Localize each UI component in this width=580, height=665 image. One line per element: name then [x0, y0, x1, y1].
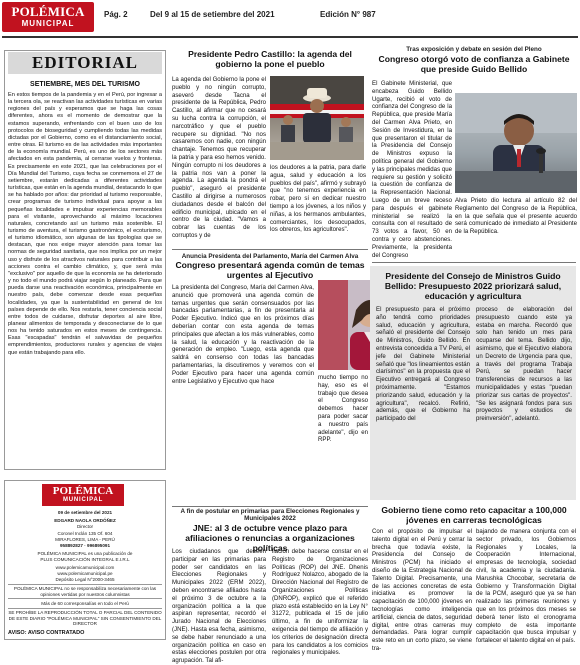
page-number: Pág. 2 [104, 10, 128, 19]
credits-email[interactable]: www.polemicamunicipal.pe [57, 571, 113, 576]
newspaper-logo [2, 2, 94, 32]
credits-separator [8, 584, 162, 585]
credits-notice: AVISO: AVISO CONTRATADO [8, 630, 85, 636]
congreso-body-col2: Alva Prieto dio lectura al artículo 82 del Reglamento del Congreso de la República, en la que señala que el presente acuerdo será comunicado de inmediato al Presidente de la República. [455, 197, 577, 236]
editorial-headline: SETIEMBRE, MES DEL TURISMO [30, 81, 140, 88]
jne-body-col1: Los ciudadanos que deseen participar en las primarias para poder ser candidatos en las Elecciones Regionales y Municipales 2022 (ERM 2022), deben encontrarse afiliados hasta el próximo 3 de octubre a la organización política a la que aspiran representar, recordó el Jurado Nacional de Elecciones (JNE). Hasta esa fecha, asimismo, se debe haber renunciado a una organización política en caso en estas elecciones postulen por otra agrupación. Tal afi- [172, 548, 266, 665]
credits-logo-line1: POLÉMICA [52, 485, 114, 497]
credits-separator [8, 608, 162, 609]
bellido-photo [455, 93, 577, 193]
credits-publisher1: POLÉMICA MUNICIPAL es una publicación de [37, 551, 133, 556]
credits-prohibition: SE PROHÍBE LA REPRODUCCIÓN TOTAL O PARCIAL DEL CONTENIDO DE ESTE DIARIO "POLÉMICA MUNICIPAL" SIN CONSENTIMIENTO DEL DIRECTOR [8, 610, 162, 626]
credits-web[interactable]: www.polemicamunicipal.com [55, 565, 115, 570]
credits-disclaimer: POLÉMICA MUNICIPAL no se responsabiliza necesariamente con las opiniones vertidas por nuestros columnistas [13, 586, 157, 597]
credits-address1: Coronel Inclán 135 Of. 604 [57, 531, 113, 536]
issue-date: Del 9 al 15 de setiembre del 2021 [150, 10, 275, 19]
credits-date: 09 de setiembre del 2021 [57, 510, 113, 515]
bellido-budget-body-col2: proceso de elaboración del presupuesto cuando este ya estaba en marcha. Recordó que solo han tenido un mes para ocuparse del tema. Bellido dijo, asimismo, que el Ejecutivo elabora un Decreto de Urgencia para que, a través del programa Trabaja Perú, se puedan hacer transferencias de recursos a las municipalidades y estas "puedan priorizar sus cartas de proyectos". "Se les asignará fondos para sus proyectos y estudios de preinversión", adelantó. [476, 306, 572, 423]
logo-line1: POLÉMICA [11, 4, 85, 19]
minister-podium-image [455, 93, 577, 193]
jne-headline: JNE: al 3 de octubre vence plazo para afiliaciones o renuncias a organizaciones políticas [185, 523, 355, 553]
president-balcony-image [270, 76, 364, 160]
congreso-headline: Congreso otorgó voto de confianza a Gabinete que preside Guido Bellido [378, 54, 570, 74]
castillo-photo [270, 76, 364, 160]
edition-number: Edición N° 987 [320, 10, 376, 19]
jne-kicker: A fin de postular en primarias para Elecciones Regionales y Municipales 2022 [180, 508, 360, 522]
castillo-body-col2: los deudores a la patria, para darle agua, salud y educación a los pueblos del país", afirmó y subrayó que "no tenemos experiencia en robar, pero sí en dedicar nuestro tiempo a los jóvenes, a los niños y niñas, a los hermanos ambulantes, comerciantes, los desocupados, los obreros, los agricultores". [270, 164, 366, 234]
credits-phones: 958892827 · 996895091 [59, 543, 111, 548]
credits-publisher2: PLUS COMUNICACIÓN INTEGRAL E.I.R.L [40, 557, 130, 562]
logo-line2: MUNICIPAL [21, 19, 75, 28]
carreras-body-col1: Con el propósito de impulsar el talento digital en el Perú y cerrar la brecha que todavía existe, la Presidencia del Consejo de Ministros (PCM) ha iniciado el diseño de la Estrategia Nacional de Talento Digital. Precisamente, una de las acciones concretas de esta iniciativa es promover la capacitación de 100,000 jóvenes en tecnologías como inteligencia artificial, ciencia de datos, seguridad digital, entre otras carreras muy demandadas. Para lograr cumplir este reto en un corto plazo, se viene tra- [372, 528, 472, 652]
credits-distribution: Más de 60 corresponsalías en todo el Perú [41, 601, 129, 606]
carreras-headline: Gobierno tiene como reto capacitar a 100,000 jóvenes en carreras tecnológicas [381, 505, 567, 525]
director-name: EDGARD NAOLA ORDÓÑEZ [54, 518, 116, 523]
alva-body-col1: La presidenta del Congreso, María del Carmen Alva, anunció que promoverá una agenda común de temas urgentes que serán consensuados por las bancadas parlamentarias, a fin de presentarla al Poder Ejecutivo. Indicó que en los próximos días deberían contar con esta agenda de temas principales que afectan a los más vulnerables, como la salud, la educación y la reactivación de la generación de empleo. "Luego, esta agenda que saldrá en consenso con todas las bancadas parlamentarias, la discutiremos y veremos con el Poder Ejecutivo para hacer una agenda común entre Legislativo y Ejecutivo que hace [172, 284, 314, 385]
carreras-body-col2: bajando de manera conjunta con el sector privado, los Gobiernos Regionales y Locales, la Cooperación Internacional, empresas de tecnología, sociedad civil, la academia y la ciudadanía. Marushka Chocobar, secretaria de Gobierno y Transformación Digital de la PCM, aseguró que ya se han realizado las primeras reuniones y que en los próximos dos meses se deberá tener listo el cronograma completo de esta importante capacitación que busca impulsar y fortalecer el talento digital en el país. [476, 528, 576, 645]
alva-kicker: Anuncia Presidenta del Parlamento, María del Carmen Alva [181, 253, 359, 260]
article-divider [172, 249, 368, 250]
bellido-budget-headline: Presidente del Consejo de Ministros Guido Bellido: Presupuesto 2022 priorizará salud, educación y agricultura [384, 271, 562, 301]
jne-body-col2: liación debe hacerse constar en el Registro de Organizaciones Políticas (ROP) del JNE. Dhenis Rodríguez Nolazco, abogado de la Dirección Nacional del Registro de Organizaciones Políticas (DNROP), explicó que el referido plazo está establecido en la Ley N° 31272, publicada el 15 de julio último, a fin de uniformizar la exigencia del tiempo de afiliación y los criterios de designación directa para los candidatos a los comicios regionales y municipales. [272, 548, 368, 657]
editorial-body: En estos tiempos de la pandemia y en el Perú, por ingresar a la tercera ola, se reactivan las actividades turísticas en varias regiones del país y esperamos que se haga las cosas diferentes, ahora es el momento de demostrar que la estamos superando, enfrentando con el buen uso de los protocolos de bioseguridad y cumpliendo todas las medidas dictadas por el Gobierno, como es el distanciamiento social, entre otras. El turismo es de las actividades más importantes de la economía mundial. Perú, es uno de los sectores más afectados en esta pandemia, al cerrarse vuelos y fronteras. Es precisamente en este 2021, que las celebraciones por el Día Mundial del Turismo, cuya fecha se conmemora el 27 de setiembre, estarán dedicadas a diferentes actividades turísticas, que están en la agenda mundial, destacando lo que se ha hablado por años: dar prioridad al turismo responsable, crear programas de turismo individual para apoyar a las pequeñas localidades e impulsar experiencias memorables para el visitante, aprovechando al máximo locaciones naturales, concretando así un turismo más sostenible. El turismo de aventura, el turismo gastronómico, el ecoturismo, el turismo idiomático, son algunas de las tipologías que se destacan, que nos exige mayor atención para tomar las normas de seguridad sanitaria, que nos implica por un mejor uso y disfrute de los atractivos naturales para contribuir a las acciones contra el cambio climático, y, que será más "exclusivo" por aquello de que la economía se ha deteriorado y no todo el mundo podrá viajar según lo planeado. Para que pueda darse una reactivación económica, principalmente en nuestro país, debe comenzar desde esas pequeñas localidades, ya que la sustentabilidad en general de los países depende de ello. Nos restaría, tener conciencia social entre todos de cuidarse, disfrutar deportes al aire libre, planear alimentos de temporada y desconectarse de lo que nos ha tenido saturados en estos meses de contingencia. Esas "escapadas" tendrán el salvavidas de pequeños emprendimientos, productores rurales y agencias de viajes que están trabajando para ello. [8, 92, 162, 356]
editorial-section-title: EDITORIAL [8, 52, 162, 74]
credits-separator [8, 598, 162, 599]
credits-logo-line2: MUNICIPAL [62, 497, 104, 503]
article-divider [372, 262, 576, 263]
credits-logo [42, 484, 124, 506]
castillo-body-col1: La agenda del Gobierno la pone el pueblo y no ningún corrupto, aseveró desde Tacna el presidente de la República, Pedro Castillo, al afirmar que no cesará su lucha contra la corrupción, el narcotráfico y que el pueblo recupere su dignidad. "No nos casaremos con nadie, con ningún chantaje. Tenemos que recuperar la patria y para eso hemos venido. Ningún corrupto ni los deudores a la patria nos van a poner la agenda. La agenda la pondrá el pueblo", aseguró el presidente Castillo al dirigirse a numerosos ciudadanos desde el balcón del edificio municipal, ubicado en el centro de la ciudad. "Vamos a cobrar las cuentas de los corruptos y de [172, 76, 266, 239]
header-divider [2, 36, 578, 38]
congreso-kicker: Tras exposición y debate en sesión del Pleno [406, 46, 542, 53]
article-divider [172, 506, 368, 507]
alva-body-col2: mucho tiempo no hay, eso es el trabajo que desea el Congreso debemos hacer para poder sacar a nuestro país adelante", dijo en RPP. [318, 374, 368, 444]
congreso-body-col1: El Gabinete Ministerial, que encabeza Guido Bellido Ugarte, recibió el voto de confianza del Congreso de la República, que preside María del Carmen Alva Prieto, en Sesión de Investidura, en la que presentaron el titular de la Presidencia del Consejo de Ministros expuso la política general del Gobierno y las principales medidas que requiere su gestión y solicitó la cuestión de confianza de la Representación Nacional. Luego de un breve receso para después el gabinete ministerial se realizó la consulta con el resultado de 73 votos a favor, 50 en contra y cero abstenciones. Previamente, la presidenta del Congreso [372, 80, 452, 259]
credits-legal: Depósito Legal N°2000-3465 [55, 577, 115, 582]
castillo-headline: Presidente Pedro Castillo: la agenda del gobierno la pone el pueblo [188, 49, 352, 69]
alva-headline: Congreso presentará agenda común de temas urgentes al Ejecutivo [175, 260, 365, 280]
credits-address2: MIRAFLORES, LIMA - PERÚ [55, 537, 115, 542]
page-header [0, 0, 580, 40]
bellido-budget-body-col1: El presupuesto para el próximo año tendrá como prioridades salud, educación y agricultura, señaló el presidente del Consejo de Ministros, Guido Bellido. En entrevista concedida a TV Perú, el jefe del Gabinete Ministerial señaló que "los lineamientos están clarísimos" en la propuesta que el Ejecutivo entregará al Congreso próximamente. "Estamos priorizando salud, educación y la agricultura", recalcó. Refirió, además, que el Gobierno ha participado del [376, 306, 470, 423]
director-role: Director [76, 524, 94, 529]
